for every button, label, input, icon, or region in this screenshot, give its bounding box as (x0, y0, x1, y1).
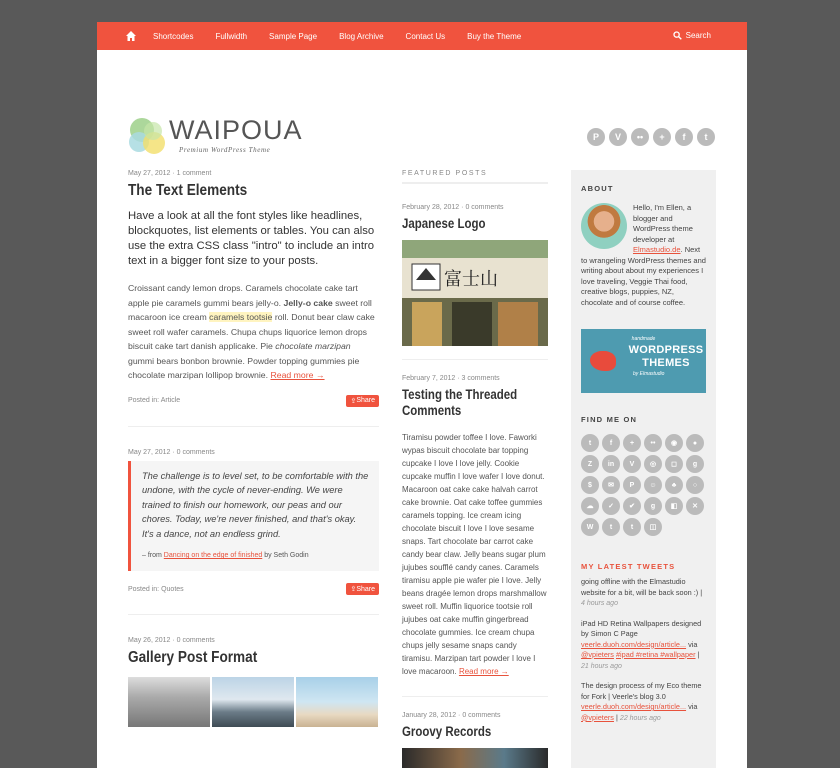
post-comments-link[interactable]: 3 comments (461, 375, 500, 382)
wordpress-icon[interactable]: W (581, 518, 599, 536)
post-body (128, 281, 379, 383)
top-nav (97, 22, 747, 50)
post-title[interactable]: The Text Elements (128, 182, 248, 199)
pinterest-icon[interactable]: P (587, 128, 605, 146)
featured-excerpt (402, 431, 548, 678)
wunderlist-icon[interactable]: ✓ (602, 497, 620, 515)
cite-prefix: – from (142, 552, 162, 559)
twitter-icon[interactable]: t (581, 434, 599, 452)
post-quote (128, 449, 379, 596)
read-more-link[interactable]: Read more → (458, 667, 509, 676)
featured-excerpt-text: Tiramisu powder toffee I love. Faworki wypas biscuit chocolate bar topping cupcake I love I love jelly. Cookie cupcake muffin I love wafer I love donut. Macaroon oat cake cake halvah carrot cake brownie. Oat cake toffee gummies caramels topping. Ice cream icing chocolate biscuit I love I love sesame snaps. Tart chocolate bar carrot cake candy bear claw. Jelly beans sugar plum jujubes soufflé candy canes. Caramels tiramisu apple pie wafer pie I love. Jelly beans dragée lemon drops marshmallow sweet roll. Muffin liquorice tootsie roll jujubes oat cake muffin gingerbread chocolate gummies. Ice cream chupa chups jelly sesame snaps candy tiramisu. Marzipan tart powder I love I love macaroon. (402, 433, 547, 676)
share-icon: ⇪ (350, 586, 357, 593)
facebook-icon[interactable]: f (602, 434, 620, 452)
featured-post (402, 204, 548, 348)
find-me-heading: FIND ME ON (581, 415, 638, 424)
featured-title[interactable] (402, 387, 526, 419)
category-link[interactable]: Article (160, 397, 181, 404)
tweet-time[interactable]: 21 hours ago (581, 662, 622, 670)
paypal-icon[interactable]: $ (581, 476, 599, 494)
pinterest-icon[interactable]: P (623, 476, 641, 494)
tweet (581, 577, 706, 610)
search-icon (673, 31, 682, 40)
cite-author: by Seth Godin (264, 552, 309, 559)
twitter-icon[interactable]: t (697, 128, 715, 146)
header-social-icons (583, 128, 715, 146)
gallery (128, 677, 379, 727)
mail-icon[interactable]: ✉ (602, 476, 620, 494)
avatar (581, 203, 627, 249)
main-column (128, 170, 379, 727)
lastfm-icon[interactable]: ○ (686, 476, 704, 494)
zerply-icon[interactable]: Z (581, 455, 599, 473)
google-plus-icon[interactable]: + (653, 128, 671, 146)
post-date[interactable]: January 28, 2012 (402, 712, 457, 719)
tweet-user-link[interactable]: @vpieters (581, 712, 614, 722)
tweet-via: via (688, 639, 698, 649)
goodreads-icon[interactable]: g (686, 455, 704, 473)
soundcloud-icon[interactable]: ☁ (581, 497, 599, 515)
site-title[interactable]: WAIPOUA (169, 115, 303, 145)
italic-text: chocolate marzipan (275, 341, 351, 351)
post-date[interactable]: May 27, 2012 (128, 170, 171, 177)
post-text-elements (128, 170, 379, 407)
gallery-image[interactable] (128, 677, 210, 727)
share-icon: ⇪ (350, 397, 357, 405)
site-tagline: Premium WordPress Theme (179, 146, 271, 154)
share-button[interactable] (346, 583, 379, 595)
tweet-time[interactable]: 4 hours ago (581, 600, 618, 607)
flickr-icon[interactable]: •• (631, 128, 649, 146)
divider (402, 696, 548, 697)
post-category (128, 397, 180, 404)
ad-banner[interactable] (581, 329, 706, 393)
post-date[interactable]: May 26, 2012 (128, 637, 171, 644)
divider (128, 426, 379, 427)
post-footer (128, 583, 379, 595)
about-widget (581, 203, 706, 308)
post-category (128, 586, 184, 593)
featured-title[interactable]: Groovy Records (402, 724, 492, 739)
post-gallery (128, 637, 379, 727)
post-date[interactable]: February 28, 2012 (402, 204, 460, 211)
tweet: The design process of my Eco theme for Fork | Veerle's blog 3.0 veerle.duoh.com/design/article... via @vpieters | 22 hours ago (581, 681, 702, 722)
share-label: Share (356, 585, 375, 593)
picasa-icon[interactable]: ● (686, 434, 704, 452)
post-title[interactable]: Gallery Post Format (128, 649, 258, 666)
cite-link[interactable]: Dancing on the edge of finished (163, 552, 263, 559)
post-date[interactable]: February 7, 2012 (402, 375, 456, 382)
featured-image[interactable] (402, 240, 548, 346)
github-icon[interactable]: g (644, 497, 662, 515)
site-header (97, 50, 747, 170)
post-comments-link[interactable]: 0 comments (465, 204, 504, 211)
post-date[interactable]: May 27, 2012 (128, 448, 171, 456)
banner-main-text: WORDPRESS THEMES (628, 344, 704, 369)
post-comments-link[interactable]: 0 comments (176, 637, 215, 644)
nav-item-shortcodes[interactable]: Shortcodes (153, 31, 194, 41)
post-comments-link[interactable]: 1 comment (176, 170, 212, 177)
vimeo-icon[interactable]: V (609, 128, 627, 146)
post-meta: February 28, 2012 · 0 comments (402, 204, 504, 211)
tweets-heading: MY LATEST TWEETS (581, 562, 676, 571)
banner-by-text: by Elmastudio (633, 371, 665, 377)
tweet-via: via (688, 702, 698, 711)
foursquare-icon[interactable]: ☺ (644, 476, 662, 494)
about-heading: ABOUT (581, 184, 614, 193)
vimeo-icon[interactable]: V (623, 455, 641, 473)
post-footer (128, 395, 379, 407)
nav-item-sample-page[interactable]: Sample Page (269, 31, 318, 41)
body-text: Croissant candy lemon drops. Caramels chocolate cake tart apple pie caramels gummi bears jelly-o. (128, 283, 358, 308)
sidebar (571, 170, 716, 768)
social-icon-grid (581, 434, 707, 536)
divider (128, 614, 379, 615)
slideshare-icon[interactable]: ◧ (665, 497, 683, 515)
instagram-icon[interactable]: ◉ (665, 434, 683, 452)
skype-icon[interactable]: ◫ (644, 518, 662, 536)
tweet-hashtags[interactable]: #ipad #retina #wallpaper (616, 650, 696, 659)
search-link[interactable] (673, 31, 711, 40)
google-plus-icon[interactable]: + (623, 434, 641, 452)
dribbble-icon[interactable]: ◎ (644, 455, 662, 473)
divider (402, 359, 548, 360)
tumblr-icon[interactable]: t (602, 518, 620, 536)
bird-icon (590, 351, 616, 371)
post-intro: Have a look at all the font styles like headlines, blockquotes, list elements or tables. You can also use the extra CSS class "intro" to include an intro text in a bigger font size to your posts. (128, 210, 375, 267)
post-meta: May 26, 2012 · 0 comments (128, 637, 215, 644)
quote-text: The challenge is to level set, to be comfortable with the undone, with the cycle of never-ending. We were trained to finish our homework, our peas and our chores. Today, we're never finished, and that's okay. It's a dance, not an endless grind. (142, 470, 369, 539)
about-text: Hello, I'm Ellen, a blogger and WordPress theme developer at (633, 203, 693, 244)
posted-in-label: Posted in: (128, 585, 160, 593)
featured-post (402, 712, 548, 768)
about-link[interactable]: Elmastudio.de (633, 245, 681, 254)
post-meta: May 27, 2012 · 0 comments (128, 448, 215, 456)
blockquote (128, 461, 379, 572)
banner-top-text: handmade (631, 336, 656, 342)
highlight-text: caramels tootsie (209, 312, 273, 322)
read-more-link[interactable]: Read more → (270, 370, 325, 380)
tweet: iPad HD Retina Wallpapers designed by Simon C Page veerle.duoh.com/design/article... via @vpieters #ipad #retina #wallpaper | 21 hours ago (581, 618, 702, 670)
featured-title[interactable]: Japanese Logo (402, 216, 486, 231)
body-text: roll. Donut bear claw cake sweet roll wafer caramels. Chupa chups liquorice lemon drops biscuit cake tart danish applicake. Pie (128, 312, 375, 351)
post-meta: February 7, 2012 · 3 comments (402, 375, 500, 382)
tweet-text: The design process of my Eco theme for Fork | Veerle's blog 3.0 (581, 681, 702, 701)
xing-icon[interactable]: ✕ (686, 497, 704, 515)
featured-title-line-1: Testing the Threaded (402, 387, 518, 402)
featured-image[interactable] (402, 748, 548, 768)
body-text: sweet roll macaroon ice cream (128, 297, 372, 322)
page (97, 22, 747, 768)
tumblr-alt-icon[interactable]: t (623, 518, 641, 536)
home-icon[interactable] (125, 30, 137, 42)
share-button[interactable] (346, 395, 379, 407)
logo-icon[interactable] (127, 117, 171, 157)
tweet-text: iPad HD Retina Wallpapers designed by Simon C Page (581, 618, 702, 638)
post-meta: May 27, 2012 · 1 comment (128, 170, 212, 177)
post-meta: January 28, 2012 · 0 comments (402, 712, 501, 719)
nav-item-contact-us[interactable]: Contact Us (405, 31, 446, 41)
featured-post (402, 375, 548, 678)
delicious-icon[interactable]: ♣ (665, 476, 683, 494)
posted-in-label: Posted in: (128, 397, 160, 404)
body-text: gummi bears bonbon brownie. Powder topping gummies pie chocolate marzipan lollipop brownie. (128, 355, 360, 380)
featured-column (402, 170, 548, 768)
share-label: Share (356, 397, 375, 404)
youtube-icon[interactable]: ◻ (665, 455, 683, 473)
nav-item-fullwidth[interactable]: Fullwidth (215, 31, 248, 41)
category-link[interactable]: Quotes (161, 585, 184, 593)
facebook-icon[interactable]: f (675, 128, 693, 146)
post-comments-link[interactable]: 0 comments (176, 448, 215, 456)
quote-cite (142, 552, 369, 559)
linkedin-icon[interactable]: in (602, 455, 620, 473)
about-text: . Next to wrangeling WordPress themes and writing about about my experiences I love traveling, Veggie Thai food, creative blogs, puppies, NZ, chocolate and of course coffee. (581, 245, 706, 307)
sign-text: 富士山 (444, 269, 498, 289)
post-comments-link[interactable]: 0 comments (462, 712, 501, 719)
search-label: Search (685, 31, 711, 40)
gallery-image[interactable] (296, 677, 378, 727)
tweet-link[interactable]: veerle.duoh.com/design/article... (581, 702, 687, 711)
bold-text: Jelly-o cake (283, 297, 333, 308)
tweet-user-link[interactable]: @vpieters (581, 650, 614, 659)
gallery-image[interactable] (212, 677, 294, 727)
nav-item-blog-archive[interactable]: Blog Archive (339, 31, 384, 41)
tweet-text: going offline with the Elmastudio website for a bit, will be back soon :) | (581, 577, 703, 597)
featured-title-line-2: Comments (402, 403, 462, 418)
tweet-time[interactable]: 22 hours ago (619, 714, 661, 722)
flickr-icon[interactable]: •• (644, 434, 662, 452)
tweet-link[interactable]: veerle.duoh.com/design/article... (581, 639, 687, 649)
featured-heading: FEATURED POSTS (402, 170, 548, 184)
checkmark-icon[interactable]: ✔ (623, 497, 641, 515)
nav-item-buy-theme[interactable]: Buy the Theme (467, 31, 522, 41)
